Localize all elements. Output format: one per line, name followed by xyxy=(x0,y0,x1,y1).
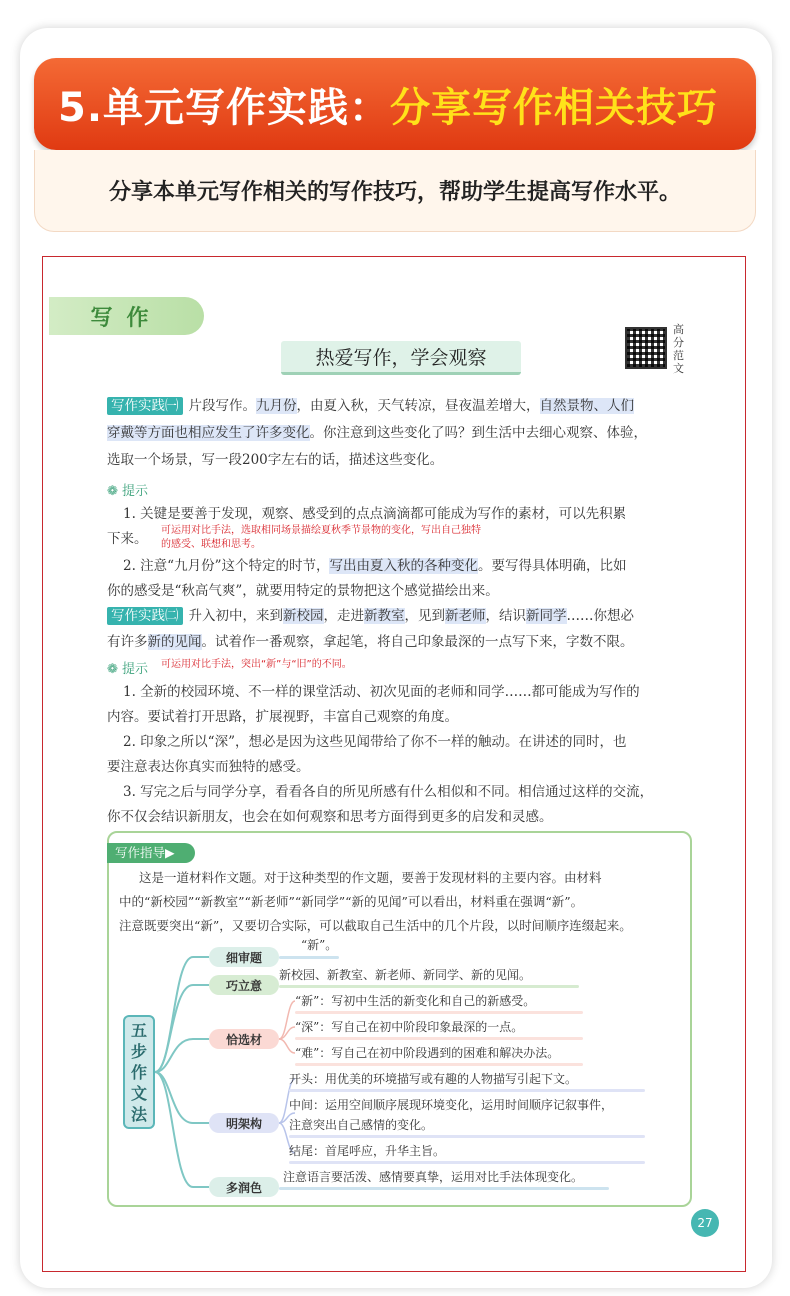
banner-prefix: 5.单元写作实践： xyxy=(58,84,391,131)
node-xuancai: 恰选材 xyxy=(209,1029,279,1049)
hint-text: 提示 xyxy=(122,484,149,499)
node-liyi: 巧立意 xyxy=(209,975,279,995)
practice2-badge: 写作实践㈡ xyxy=(107,607,183,625)
hint1-line1: 1. 关键是要善于发现，观察、感受到的点点滴滴都可能成为写作的素材，可以先积累 xyxy=(123,506,627,522)
hint2-line5: 3. 写完之后与同学分享，看看各自的所见所感有什么相似和不同。相信通过这样的交流， xyxy=(123,784,654,800)
highlight-span: 穿戴等方面也相应发生了许多变化 xyxy=(107,425,310,441)
page-title: 热爱写作，学会观察 xyxy=(315,347,487,369)
guide-line1: 这是一道材料作文题。对于这种类型的作文题，要善于发现材料的主要内容。由材料 xyxy=(139,870,602,885)
root-label: 五步作文法 xyxy=(130,1020,147,1124)
text-span: ，见到 xyxy=(404,608,445,624)
highlight-span: 九月份 xyxy=(256,398,297,414)
hint-label-1: ❁ 提示 xyxy=(107,484,149,499)
leaf-n4-3: 结尾：首尾呼应，升华主旨。 xyxy=(289,1144,446,1158)
handwritten-note-1b: 的感受、联想和思考。 xyxy=(161,539,261,550)
text-span: ，走进 xyxy=(323,608,364,624)
highlight-span: 自然景物、人们 xyxy=(539,398,634,414)
underline xyxy=(289,1161,645,1164)
hint2-line6: 你不仅会结识新朋友，也会在如何观察和思考方面得到更多的启发和灵感。 xyxy=(107,809,553,825)
underline xyxy=(295,1011,583,1014)
hint1-line2: 下来。 xyxy=(107,531,148,547)
highlight-span: 新的见闻 xyxy=(147,634,202,650)
node-runse: 多润色 xyxy=(209,1177,279,1197)
text-span: ，由夏入秋，天气转凉，昼夜温差增大， xyxy=(296,398,540,414)
practice1-badge: 写作实践㈠ xyxy=(107,397,183,415)
text-span: 片段写作。 xyxy=(188,398,256,414)
leaf-n3-3: “难”：写自己在初中阶段遇到的困难和解决办法。 xyxy=(295,1046,560,1060)
underline xyxy=(295,1063,583,1066)
underline xyxy=(279,956,339,959)
subtitle-panel xyxy=(34,150,756,232)
hint1-line4: 你的感受是“秋高气爽”，就要用特定的景物把这个感觉描绘出来。 xyxy=(107,583,499,599)
banner-title xyxy=(58,76,718,133)
header-banner xyxy=(34,58,756,150)
qr-label: 高分范文 xyxy=(673,323,684,375)
textbook-page xyxy=(42,256,746,1272)
page-number: 27 xyxy=(691,1209,719,1237)
leaf-n5: 注意语言要活泼、感情要真挚，运用对比手法体现变化。 xyxy=(283,1170,584,1184)
underline xyxy=(279,985,579,988)
leaf-n4-1: 开头：用优美的环境描写或有趣的人物描写引起下文。 xyxy=(289,1072,578,1086)
highlight-span: 新老师 xyxy=(445,608,486,624)
text-span: 升入初中，来到 xyxy=(188,608,283,624)
underline xyxy=(279,1187,609,1190)
text-span: 有许多 xyxy=(107,634,148,650)
hint2-line2: 内容。要试着打开思路，扩展视野，丰富自己观察的角度。 xyxy=(107,709,458,725)
writing-guide-tab: 写作指导▶ xyxy=(107,843,195,863)
five-step-root xyxy=(123,1015,155,1129)
text-span: 。要写得具体明确，比如 xyxy=(477,558,627,574)
leaf-n2: 新校园、新教室、新老师、新同学、新的见闻。 xyxy=(279,968,532,982)
practice1-line3: 选取一个场景，写一段200字左右的话，描述这些变化。 xyxy=(107,452,444,468)
leaf-n3-2: “深”：写自己在初中阶段印象最深的一点。 xyxy=(295,1020,524,1034)
leaf-n4-2a: 中间：运用空间顺序展现环境变化，运用时间顺序记叙事件， xyxy=(289,1098,614,1112)
hint-label-2: ❁ 提示 xyxy=(107,662,149,677)
underline xyxy=(289,1089,645,1092)
hint2-line3: 2. 印象之所以“深”，想必是因为这些见闻带给了你不一样的触动。在讲述的同时，也 xyxy=(123,734,627,750)
node-jiagou: 明架构 xyxy=(209,1113,279,1133)
text-span: ……你想必 xyxy=(566,608,634,624)
underline xyxy=(295,1037,583,1040)
highlight-span: 写出由夏入秋的各种变化 xyxy=(329,558,478,574)
leaf-n1: “新”。 xyxy=(301,938,338,952)
underline xyxy=(289,1135,645,1138)
hint-text: 提示 xyxy=(122,662,149,677)
handwritten-note-1a: 可运用对比手法，选取相同场景描绘夏秋季节景物的变化，写出自己独特 xyxy=(161,525,481,536)
highlight-span: 新教室 xyxy=(364,608,405,624)
highlight-span: 新同学 xyxy=(526,608,567,624)
subtitle-text: 分享本单元写作相关的写作技巧，帮助学生提高写作水平。 xyxy=(108,180,681,205)
hint2-line4: 要注意表达你真实而独特的感受。 xyxy=(107,759,310,775)
section-label: 写作 xyxy=(90,305,163,331)
leaf-n4-2b: 注意突出自己感情的变化。 xyxy=(289,1118,434,1132)
text-span: 2. 注意“九月份”这个特定的时节， xyxy=(123,558,330,574)
text-span: 。你注意到这些变化了吗？到生活中去细心观察、体验， xyxy=(309,425,647,441)
guide-line2: 中的“新校园”“新教室”“新老师”“新同学”“新的见闻”可以看出，材料重在强调“新”。 xyxy=(119,894,584,909)
node-shentiti: 细审题 xyxy=(209,947,279,967)
text-span: ，结识 xyxy=(485,608,526,624)
handwritten-note-2: 可运用对比手法，突出“新”与“旧”的不同。 xyxy=(161,659,352,670)
hint2-line1: 1. 全新的校园环境、不一样的课堂活动、初次见面的老师和同学……都可能成为写作的 xyxy=(123,684,640,700)
leaf-n3-1: “新”：写初中生活的新变化和自己的新感受。 xyxy=(295,994,536,1008)
text-span: 。试着作一番观察，拿起笔，将自己印象最深的一点写下来，字数不限。 xyxy=(201,634,634,650)
banner-highlight: 分享写作相关技巧 xyxy=(390,84,719,131)
guide-line3: 注意既要突出“新”，又要切合实际，可以截取自己生活中的几个片段，以时间顺序连缀起来。 xyxy=(119,918,632,933)
highlight-span: 新校园 xyxy=(283,608,324,624)
